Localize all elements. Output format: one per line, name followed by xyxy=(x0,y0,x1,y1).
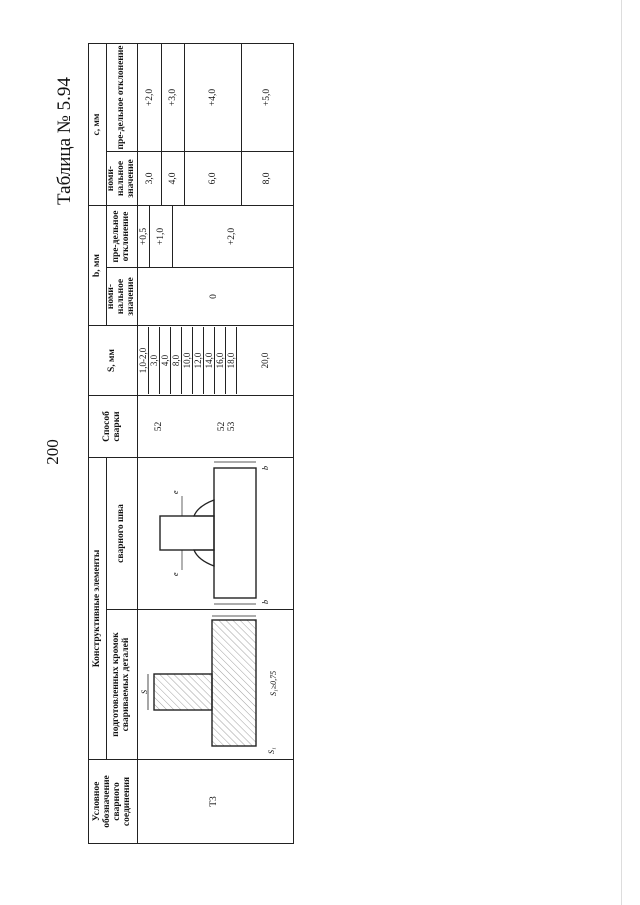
cell-s-values xyxy=(137,326,293,396)
header-b-nominal: номи-нальное значение xyxy=(107,268,138,326)
header-c: c, мм xyxy=(89,43,107,205)
header-b: b, мм xyxy=(89,205,107,325)
header-structural: Конструктивные элементы xyxy=(89,458,107,760)
page-edge-line xyxy=(621,0,622,905)
method-2: 52 53 xyxy=(217,421,238,432)
cell-designation: Т3 xyxy=(137,760,293,844)
header-designation: Условное обозначение сварного соединения xyxy=(89,760,138,844)
s-value: 10,0 xyxy=(182,327,193,394)
s-value: 12,0 xyxy=(193,327,204,394)
s-value: 1,0-2,0 xyxy=(138,327,149,394)
cell-b-deviation xyxy=(137,205,293,267)
sketch-label-e-right: e xyxy=(171,490,181,495)
cell-weld-seam-sketch xyxy=(137,458,293,610)
header-b-deviation: пре-дельное отклонение xyxy=(107,205,138,267)
sketch-label-s1: S₁ xyxy=(267,747,277,755)
header-method: Способ сварки xyxy=(89,396,138,458)
sketch-label-s: S xyxy=(140,690,150,695)
c-deviation: +2,0 xyxy=(139,44,162,151)
s-value: 18,0 xyxy=(226,327,237,394)
s-value: 16,0 xyxy=(215,327,226,394)
header-c-deviation: пре-дельное отклонение xyxy=(107,43,138,151)
sketch-label-b-right: b xyxy=(261,466,271,471)
header-weld-seam: сварного шва xyxy=(107,458,138,610)
sketch-label-b-left: b xyxy=(261,600,271,605)
s-value: 8,0 xyxy=(171,327,182,394)
cell-c-nominal xyxy=(137,151,293,205)
s-value: 4,0 xyxy=(160,327,171,394)
c-deviation: +3,0 xyxy=(162,44,185,151)
prepared-edges-sketch xyxy=(142,613,288,757)
c-nominal: 4,0 xyxy=(162,152,185,205)
b-deviation: +1,0 xyxy=(150,206,173,267)
s-value: 3,0 xyxy=(149,327,160,394)
s-value: 20,0 xyxy=(259,352,270,369)
weld-spec-table xyxy=(88,43,294,844)
sketch-note: S₁≥0,75 xyxy=(269,671,279,697)
c-nominal: 6,0 xyxy=(185,152,242,205)
page-number: 200 xyxy=(43,439,62,465)
header-prepared-edges: подготовленных кромок свариваемых деталей xyxy=(107,610,138,760)
cell-b-nominal: 0 xyxy=(137,268,293,326)
sketch-label-e-left: e xyxy=(171,572,181,577)
c-deviation: +4,0 xyxy=(185,44,242,151)
cell-method xyxy=(137,396,293,458)
b-deviation: +0,5 xyxy=(139,206,150,267)
header-s: S, мм xyxy=(89,326,138,396)
b-deviation: +2,0 xyxy=(227,227,238,246)
c-deviation: +5,0 xyxy=(261,88,272,107)
cell-c-deviation xyxy=(137,43,293,151)
header-c-nominal: номи-нальное значение xyxy=(107,151,138,205)
weld-seam-sketch xyxy=(142,461,288,607)
table-title: Таблица № 5.94 xyxy=(54,77,75,205)
c-nominal: 3,0 xyxy=(139,152,162,205)
cell-prepared-edges-sketch xyxy=(137,610,293,760)
c-nominal: 8,0 xyxy=(261,172,272,185)
s-value: 14,0 xyxy=(204,327,215,394)
method-1: 52 xyxy=(154,421,165,432)
rotated-table-wrapper xyxy=(88,44,288,844)
